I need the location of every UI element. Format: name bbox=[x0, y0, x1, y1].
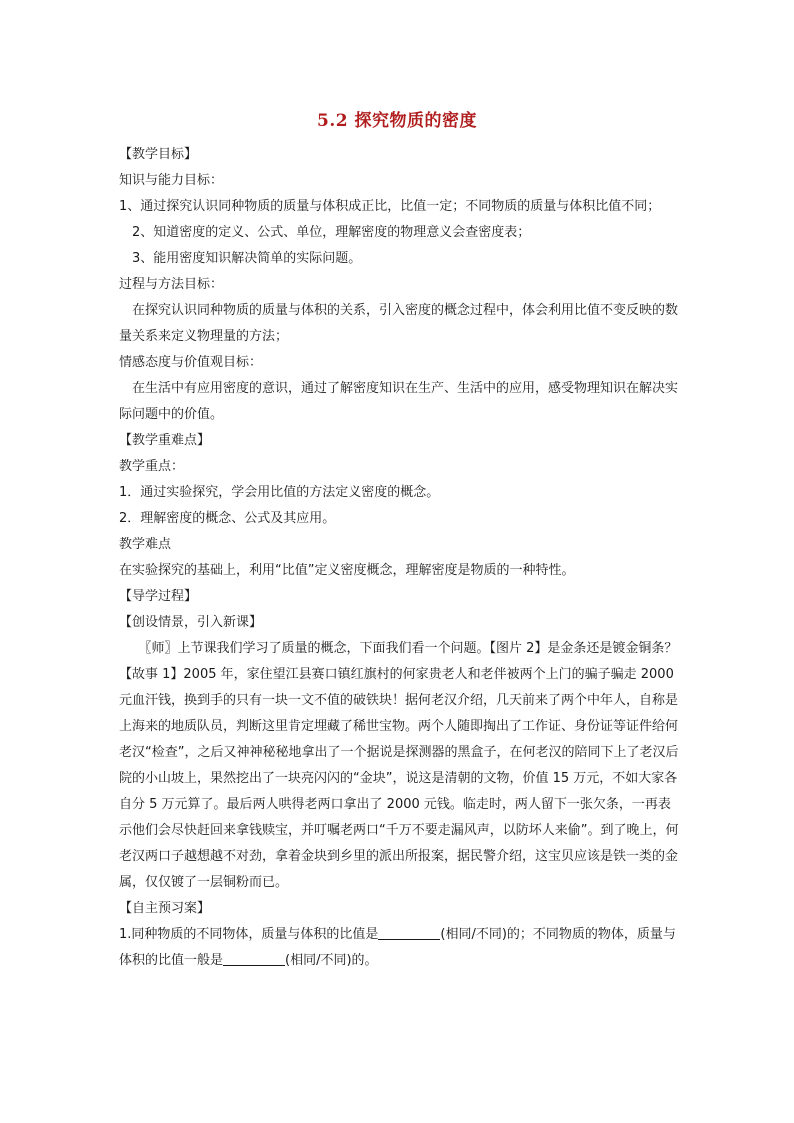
section-heading: 【教学目标】 bbox=[119, 147, 198, 162]
paragraph: 2．理解密度的概念、公式及其应用。 bbox=[119, 511, 336, 526]
section-heading: 【创设情景，引入新课】 bbox=[119, 615, 263, 630]
exercise-text: (相同/不同)的；不同物质的物体，质量与体积的比值一般是 bbox=[119, 927, 676, 968]
exercise-text: 1.同种物质的不同物体，质量与体积的比值是 bbox=[119, 927, 379, 942]
section-heading: 【自主预习案】 bbox=[119, 901, 211, 916]
story-paragraph: 【故事 1】2005 年，家住望江县赛口镇红旗村的何家贵老人和老伴被两个上门的骗子骗走 2000 元血汗钱，换到手的只有一块一文不值的破铁块！据何老汉介绍，几天前来了两个中年人，自称是上海来的地质队员，判断这里肯定埋藏了稀世宝物。两个人随即掏出了工作证、身份证等证件给何老汉“检查”，之后又神神秘秘地拿出了一个据说是探测器的黑盒子，在何老汉的陪同下上了老汉后院的小山坡上，果然挖出了一块亮闪闪的“金块”，说这是清朝的文物，价值 15 万元，不如大家各自分 5 万元算了。最后两人哄得老两口拿出了 2000 元钱。临走时，两人留下一张欠条，一再表示他们会尽快赶回来拿钱赎宝，并叮嘱老两口“千万不要走漏风声，以防坏人来偷”。到了晚上，何老汉两口子越想越不对劲，拿着金块到乡里的派出所报案，据民警介绍，这宝贝应该是铁一类的金属，仅仅镀了一层铜粉而已。 bbox=[119, 667, 679, 890]
subheading: 教学难点 bbox=[119, 537, 172, 552]
document-body bbox=[119, 142, 679, 974]
answer-blank[interactable] bbox=[378, 923, 440, 940]
paragraph: 1、通过探究认识同种物质的质量与体积成正比，比值一定；不同物质的质量与体积比值不同； bbox=[119, 199, 661, 214]
paragraph: 1．通过实验探究，学会用比值的方法定义密度的概念。 bbox=[119, 485, 440, 500]
subheading: 知识与能力目标： bbox=[119, 173, 224, 188]
subheading: 教学重点： bbox=[119, 459, 185, 474]
page-title: 5.2 探究物质的密度 bbox=[317, 111, 477, 131]
paragraph: 3、能用密度知识解决简单的实际问题。 bbox=[132, 251, 362, 266]
subheading: 情感态度与价值观目标： bbox=[119, 355, 263, 370]
section-heading: 【教学重难点】 bbox=[119, 433, 211, 448]
answer-blank[interactable] bbox=[223, 949, 285, 966]
paragraph: 在生活中有应用密度的意识，通过了解密度知识在生产、生活中的应用，感受物理知识在解决实际问题中的价值。 bbox=[119, 381, 679, 422]
exercise-question bbox=[119, 922, 679, 974]
exercise-text: (相同/不同)的。 bbox=[285, 953, 378, 968]
subheading: 过程与方法目标： bbox=[119, 277, 224, 292]
paragraph: 2、知道密度的定义、公式、单位，理解密度的物理意义会查密度表； bbox=[132, 225, 531, 240]
section-heading: 【导学过程】 bbox=[119, 589, 198, 604]
paragraph: 在实验探究的基础上，利用“比值”定义密度概念，理解密度是物质的一种特性。 bbox=[119, 563, 575, 578]
paragraph: 在探究认识同种物质的质量与体积的关系，引入密度的概念过程中，体会利用比值不变反映的数量关系来定义物理量的方法； bbox=[119, 303, 679, 344]
paragraph: 〖师〗上节课我们学习了质量的概念，下面我们看一个问题。【图片 2】是金条还是镀金铜条？ bbox=[138, 641, 678, 656]
